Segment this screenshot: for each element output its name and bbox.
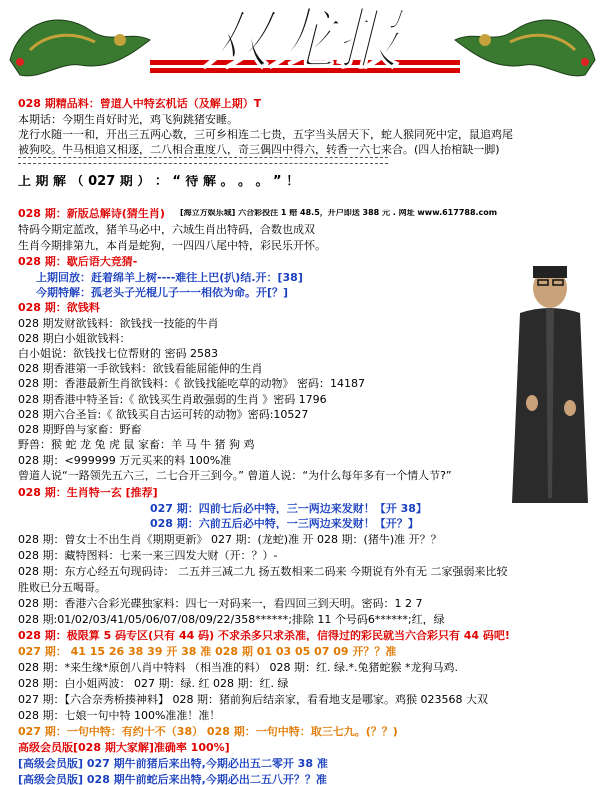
text-segment: 028 期精品料：曾道人中特玄机话（及解上期）T [18,98,262,109]
text-line [18,582,106,593]
text-line [18,175,299,188]
text-line [18,758,328,769]
text-line [18,318,219,329]
text-segment: 027 期：四前七后必中特，三一两边来发财！【开 38】 [150,503,427,514]
text-line [18,614,445,625]
text-line [18,129,513,140]
text-segment: 曾道人说“一路领先五六三，二七合开三到今。” 曾道人说：“为什么每年多有一个情人节?” [18,470,452,481]
text-segment: 028 期发财欲钱料：欲钱找一技能的牛肖 [18,318,219,329]
text-segment: 特码今期定蓝改，猪羊马必中，六域生肖出特码，合数也成双 [18,224,315,235]
text-line [18,678,288,689]
masthead [0,0,605,95]
text-segment: 上 期 解 （ 027 期 ） ： “ 待 解 。 。 。 ” ！ [18,175,300,188]
text-segment: 被狗咬。牛马相追又相逐，二八相合重度八，奇三偶四中得六，转香一六七来合。(四人抬棺缺一脚) [18,144,500,155]
text-segment: 028 期：曾女士不出生肖《期期更新》 027 期：(龙蛇)准 开 028 期：(猪牛)准 开？？ [18,534,442,545]
separator [18,163,388,164]
text-line [18,630,510,641]
text-line [18,208,165,219]
text-segment: 028 期：藏特图料：七来一来三四发大财（开：？）- [18,550,278,561]
text-line [18,378,365,389]
text-line [18,662,458,673]
text-segment: 028 期：香港六合彩光碟独家料：四七一对码来一，看四回三到天明。密码：1 2 7 [18,598,423,609]
masthead-art [0,0,605,95]
masthead-title: 双龙报 [203,0,401,78]
text-segment: 今期特解：孤老头子光棍儿子一一相依为命。开[？] [36,287,289,298]
text-line [18,694,488,705]
text-line [18,240,326,251]
text-segment: 028 期：欲钱料 [18,302,100,313]
text-line [150,518,419,529]
text-line [18,302,100,313]
right-dragon-icon [455,20,595,76]
text-segment: 028 期：极限算 5 码专区(只有 44 码) 不求杀多只求杀准，信得过的彩民就当六合彩只有 44 码吧! [18,630,510,641]
text-segment: 龙行水随一一和，开出三五两心数，三可乡相连二七贵，五字当头居天下，蛇人猴同死中定，鼠追鸡尾 [18,129,513,140]
text-segment: 028 期野兽与家畜：野畜 [18,424,142,435]
text-line [18,710,220,721]
text-line [18,144,500,155]
text-segment: 028 期白小姐欲钱料： [18,333,131,344]
text-line [18,487,158,498]
text-line [18,742,230,753]
text-line [150,503,427,514]
text-segment: 高级会员版[028 期大家解]准确率 100%] [18,742,230,753]
left-dragon-icon [10,20,150,76]
text-line [36,272,303,283]
text-segment: 028 期：歇后语大竞猜- [18,256,138,267]
text-segment: 生肖今期排第九，本肖是蛇狗，一四四八尾中特，彩民乐开怀。 [18,240,326,251]
text-segment: 028 期香港第一手欲钱料：欲钱看能屈能伸的生肖 [18,363,263,374]
text-line [18,566,507,577]
text-line [18,534,442,545]
text-segment: 028 期：<999999 万元买来的料 100%准 [18,455,232,466]
separator [18,157,388,158]
text-segment: [高级会员版] 028 期牛前蛇后来出特,今期必出二五八开？？准 [18,774,327,785]
text-line [18,424,142,435]
text-segment: 白小姐说：欲钱找七位帮财的 密码 2583 [18,348,218,359]
text-segment: 028 期：新版总解诗(猜生肖) [18,208,165,219]
text-segment: 028 期：香港最新生肖欲钱料：《 欲钱找能吃草的动物》 密码：14187 [18,378,365,389]
text-segment: 028 期：*来生缘*原创八肖中特料 （相当准的料） 028 期：红. 绿.*.兔猪蛇猴 *龙狗马鸡. [18,662,458,673]
text-line [18,439,254,450]
text-line [18,348,218,359]
text-segment: 028 期：六前五后必中特，一三两边来发财！【开？】 [150,518,419,529]
text-line [36,287,288,298]
text-line [18,224,315,235]
text-segment: 本期话：今期生肖好时光，鸡飞狗跳猪安睡。 [18,114,238,125]
man-photo-icon [500,258,600,508]
text-line [18,774,327,785]
text-line [18,455,231,466]
text-line [18,726,398,737]
text-segment: 028 期：东方心经五句现码诗： 二五并三减二九 扬五数相来二码来 今期说有外有无 二家强弱来比较 [18,566,508,577]
text-segment: 028 期：白小姐两波： 027 期：绿. 红 028 期：红. 绿 [18,678,289,689]
text-segment: 028 期：生肖特一玄 [推荐] [18,487,158,498]
text-line [18,646,396,657]
text-line [18,363,263,374]
text-line [18,114,238,125]
text-segment: 上期回放：赶着绵羊上树----难往上巴(扒)结.开：[38] [36,272,303,283]
text-line [18,256,137,267]
text-segment: [高级会员版] 027 期牛前猪后来出特,今期必出五二零开 38 准 [18,758,328,769]
text-line [18,394,327,405]
text-segment: 028 期香港中特圣旨:《 欲钱买生肖敢强弱的生肖 》密码 1796 [18,394,327,405]
text-line [18,470,452,481]
text-segment: 027 期：【六合奈秀桥揍神料】 028 期：猪前狗后结亲家，看看地支是哪家。鸡猴 023568 大双 [18,694,488,705]
text-line [18,333,131,344]
text-segment: 野兽：猴 蛇 龙 兔 虎 鼠 家畜：羊 马 牛 猪 狗 鸡 [18,439,255,450]
text-segment: 028 期：七娘一句中特 100%准准！准！ [18,710,221,721]
text-line [18,598,422,609]
text-segment: 027 期： 41 15 26 38 39 开 38 准 028 期 01 03 05 07 09 开？？准 [18,646,397,657]
text-line [18,409,308,420]
text-segment: 027 期：一句中特：有约十不（38） 028 期：一句中特：取三七九。(？？) [18,726,398,737]
ad-banner: [海立方娱乐城] 六合彩投注 1 赔 48.5，开户即送 388 元 . 网址 www.617788.com [180,209,498,217]
text-segment: 028 期六合圣旨:《 欲钱买自古运可转的动物》密码:10527 [18,409,309,420]
text-segment: 胜败已分五喝哥。 [18,582,106,593]
text-line [18,98,261,109]
text-line [18,550,277,561]
text-segment: 028 期:01/02/03/41/05/06/07/08/09/22/358******;排除 11 个号码6******;红，绿 [18,614,445,625]
